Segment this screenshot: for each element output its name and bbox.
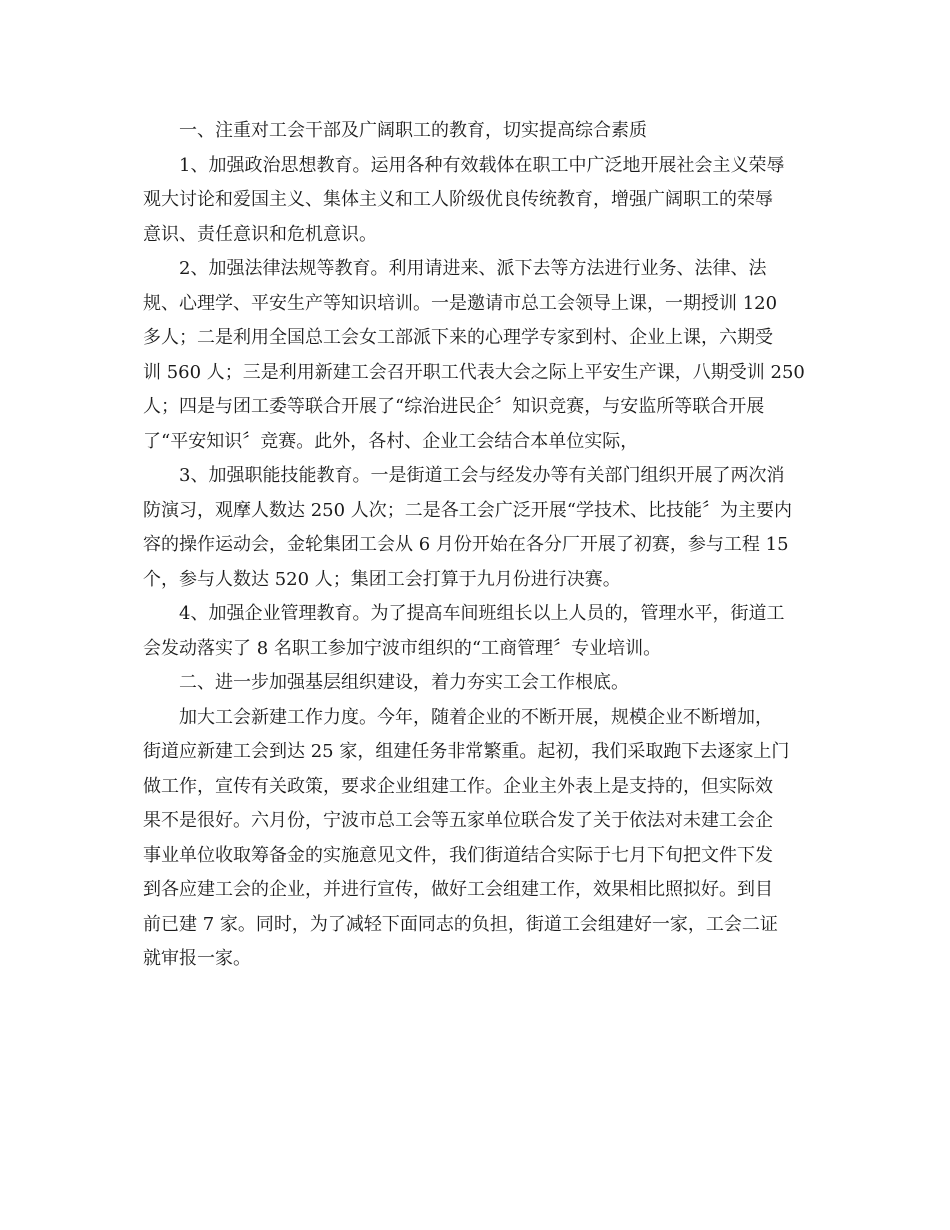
text-line: 做工作，宣传有关政策，要求企业组建工作。企业主外表上是支持的，但实际效 <box>143 775 773 797</box>
paragraph-union-building <box>143 701 807 977</box>
document-body <box>143 114 807 977</box>
text-line: 规、心理学、平安生产等知识培训。一是邀请市总工会领导上课，一期授训 120 <box>143 292 778 314</box>
text-line: 防演习，观摩人数达 250 人次；二是各工会广泛开展“学技术、比技能〞为主要内 <box>143 499 792 521</box>
text-line: 4、加强企业管理教育。为了提高车间班组长以上人员的，管理水平，街道工 <box>179 603 785 624</box>
text-line: 3、加强职能技能教育。一是街道工会与经发办等有关部门组织开展了两次消 <box>179 465 785 486</box>
text-line: 个，参与人数达 520 人；集团工会打算于九月份进行决赛。 <box>143 568 621 590</box>
paragraph-skills-education <box>143 459 807 597</box>
text-line: 2、加强法律法规等教育。利用请进来、派下去等方法进行业务、法律、法 <box>179 258 767 279</box>
text-line: 训 560 人；三是利用新建工会召开职工代表大会之际上平安生产课，八期受训 250 <box>143 361 805 383</box>
text-line: 到各应建工会的企业，并进行宣传，做好工会组建工作，效果相比照拟好。到目 <box>143 879 773 900</box>
text-line: 多人；二是利用全国总工会女工部派下来的心理学专家到村、企业上课，六期受 <box>143 327 773 348</box>
paragraph-political-education <box>143 149 807 253</box>
text-line: 观大讨论和爱国主义、集体主义和工人阶级优良传统教育，增强广阔职工的荣辱 <box>143 189 773 210</box>
text-line: 容的操作运动会，金轮集团工会从 6 月份开始在各分厂开展了初赛，参与工程 15 <box>143 534 789 555</box>
paragraph-management-education <box>143 597 807 666</box>
section-heading-1 <box>143 114 807 149</box>
text-line: 事业单位收取筹备金的实施意见文件，我们街道结合实际于七月下旬把文件下发 <box>143 844 773 866</box>
paragraph-legal-education <box>143 252 807 459</box>
text-line: 果不是很好。六月份，宁波市总工会等五家单位联合发了关于依法对未建工会企 <box>143 810 773 831</box>
text-line: 意识、责任意识和危机意识。 <box>143 223 377 245</box>
text-line: 人；四是与团工委等联合开展了“综治进民企〞知识竞赛，与安监所等联合开展 <box>143 396 765 417</box>
text-line: 加大工会新建工作力度。今年，随着企业的不断开展，规模企业不断增加， <box>179 706 773 728</box>
text-line: 会发动落实了 8 名职工参加宁波市组织的“工商管理〞专业培训。 <box>143 637 662 659</box>
text-line: 了“平安知识〞竞赛。此外，各村、企业工会结合本单位实际， <box>143 430 639 452</box>
text-line: 前已建 7 家。同时，为了减轻下面同志的负担，街道工会组建好一家，工会二证 <box>143 913 778 935</box>
text-line: 一、注重对工会干部及广阔职工的教育，切实提高综合素质 <box>179 120 647 141</box>
text-line: 1、加强政治思想教育。运用各种有效载体在职工中广泛地开展社会主义荣辱 <box>179 154 785 176</box>
text-line: 街道应新建工会到达 25 家，组建任务非常繁重。起初，我们采取跑下去逐家上门 <box>143 741 790 762</box>
section-heading-2 <box>143 666 807 701</box>
text-line: 就审报一家。 <box>143 948 251 969</box>
text-line: 二、进一步加强基层组织建设，着力夯实工会工作根底。 <box>179 672 629 693</box>
